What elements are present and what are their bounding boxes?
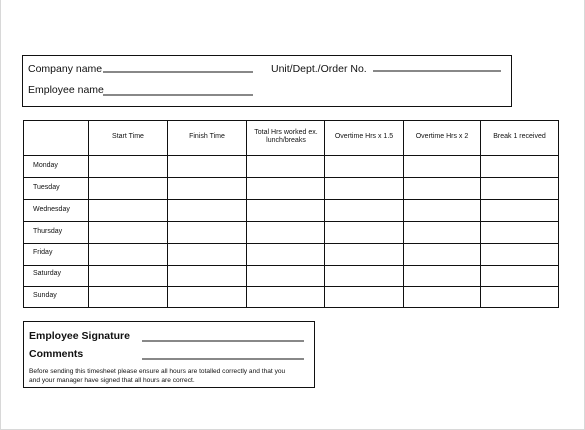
column-header-overtime-2: Overtime Hrs x 2 bbox=[415, 133, 469, 140]
employee-name-label: Employee name bbox=[28, 84, 104, 96]
note-line-1: Before sending this timesheet please ensure all hours are totalled correctly and that you bbox=[29, 368, 286, 375]
row-label-wednesday: Wednesday bbox=[33, 206, 70, 213]
unit-dept-order-label: Unit/Dept./Order No. bbox=[271, 63, 367, 75]
company-name-label: Company name bbox=[28, 63, 103, 75]
note-line-2: and your manager have signed that all hours are correct. bbox=[29, 377, 195, 384]
column-header-start-time: Start Time bbox=[112, 133, 144, 140]
column-header-finish-time: Finish Time bbox=[189, 133, 225, 140]
row-label-thursday: Thursday bbox=[33, 228, 63, 235]
row-label-tuesday: Tuesday bbox=[33, 184, 60, 191]
row-label-monday: Monday bbox=[33, 162, 58, 169]
row-label-friday: Friday bbox=[33, 249, 53, 256]
employee-signature-label: Employee Signature bbox=[29, 330, 130, 342]
column-header-break-1: Break 1 received bbox=[493, 133, 546, 140]
column-header-overtime-1-5: Overtime Hrs x 1.5 bbox=[334, 133, 394, 140]
row-label-sunday: Sunday bbox=[33, 292, 57, 299]
comments-label: Comments bbox=[29, 348, 84, 360]
timesheet-grid bbox=[24, 121, 559, 308]
row-label-saturday: Saturday bbox=[33, 270, 62, 277]
column-header-total-hrs: Total Hrs worked ex. lunch/breaks bbox=[254, 129, 318, 144]
